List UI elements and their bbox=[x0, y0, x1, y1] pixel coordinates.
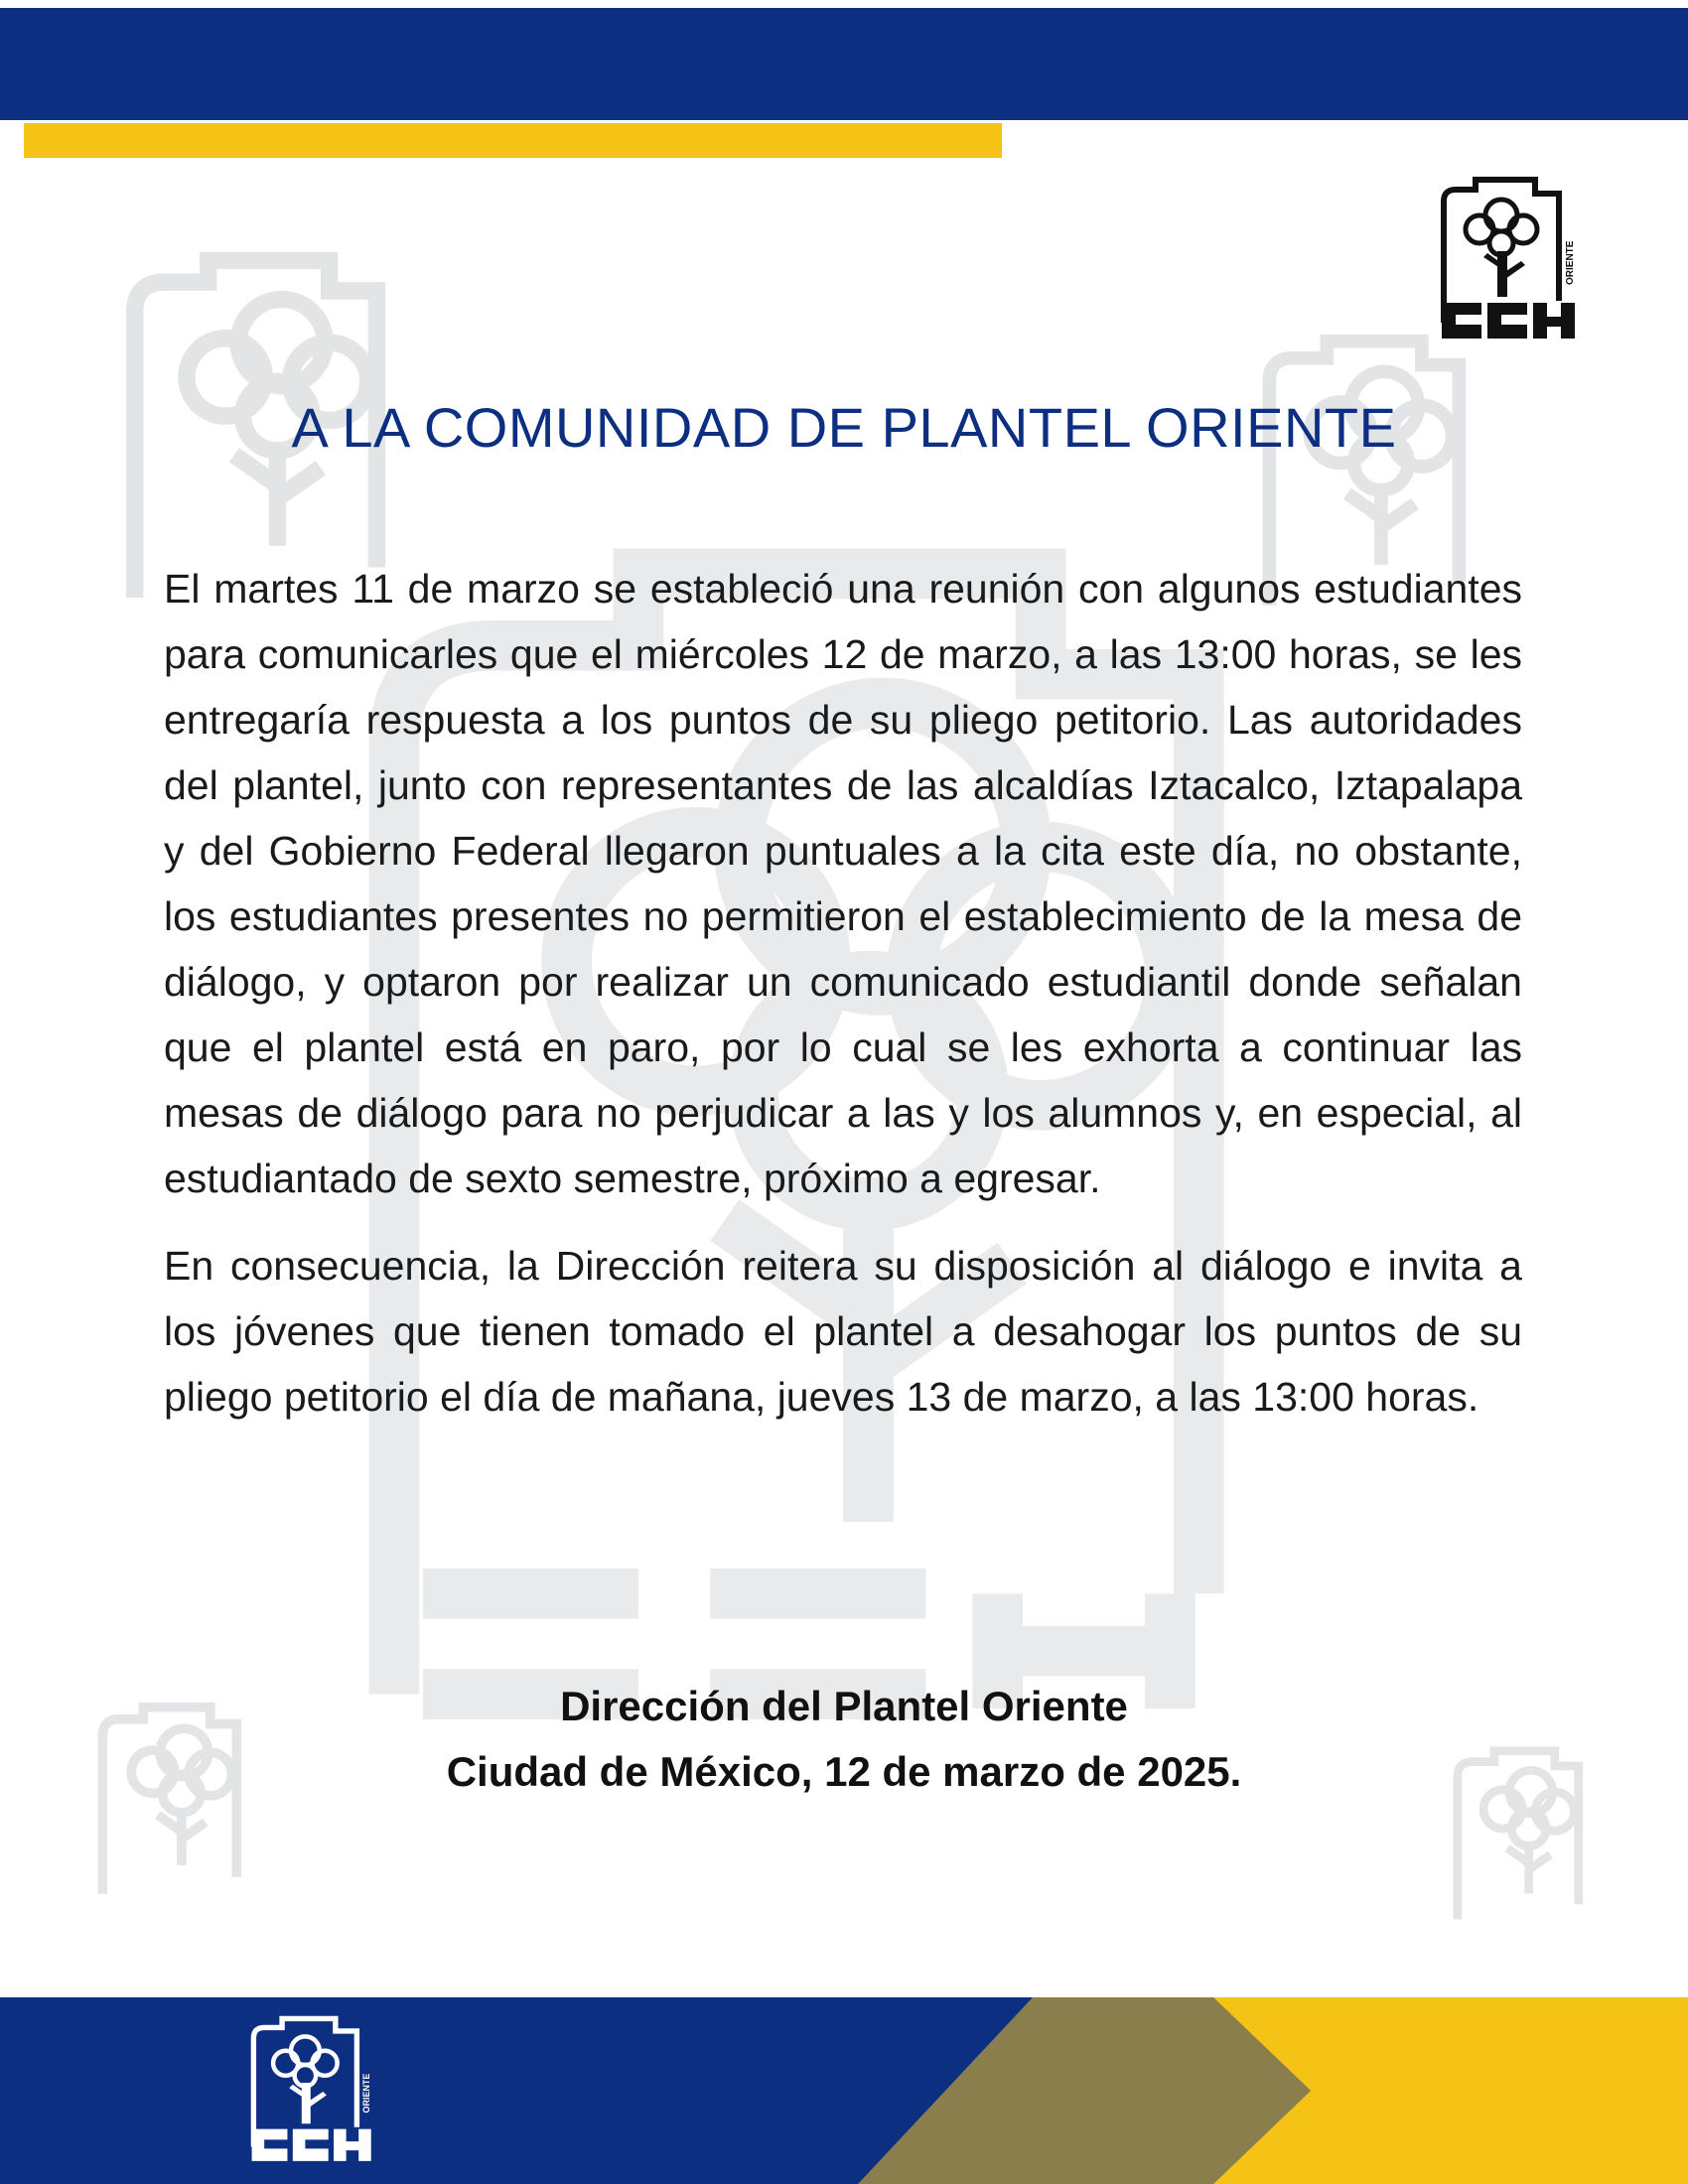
signature-line-2: Ciudad de México, 12 de marzo de 2025. bbox=[446, 1748, 1242, 1795]
header-gold-stripe bbox=[24, 123, 1002, 158]
paragraph-2: En consecuencia, la Dirección reitera su disposición al diálogo e invita a los jóvenes que tienen tomado el plantel a desahogar los puntos de su pliego petitorio el día de mañana, jueves 13 de marzo, a las 13:00 horas. bbox=[164, 1243, 1522, 1420]
logo-subtext: ORIENTE bbox=[1565, 240, 1576, 285]
document-body bbox=[164, 556, 1522, 1430]
cch-oriente-logo-icon bbox=[1438, 174, 1582, 347]
paragraph-1: El martes 11 de marzo se estableció una reunión con algunos estudiantes para comunicarles que el miércoles 12 de marzo, a las 13:00 horas, se les entregaría respuesta a los puntos de su pliego petitorio. Las autoridades del plantel, junto con representantes de las alcaldías Iztacalco, Iztapalapa y del Gobierno Federal llegaron puntuales a la cita este día, no obstante, los estudiantes presentes no permitieron el establecimiento de la mesa de diálogo, y optaron por realizar un comunicado estudiantil donde señalan que el plantel está en paro, por lo cual se les exhorta a continuar las mesas de diálogo para no perjudicar a las y los alumnos y, en especial, al estudiantado de sexto semestre, próximo a egresar. bbox=[164, 566, 1522, 1201]
page-title: A LA COMUNIDAD DE PLANTEL ORIENTE bbox=[291, 396, 1397, 459]
header-navy-band bbox=[0, 8, 1688, 120]
footer-logo-subtext: ORIENTE bbox=[360, 2073, 371, 2114]
signature-block bbox=[0, 1674, 1688, 1805]
footer-cch-logo-icon bbox=[248, 2010, 377, 2172]
signature-line-1: Dirección del Plantel Oriente bbox=[560, 1683, 1128, 1729]
